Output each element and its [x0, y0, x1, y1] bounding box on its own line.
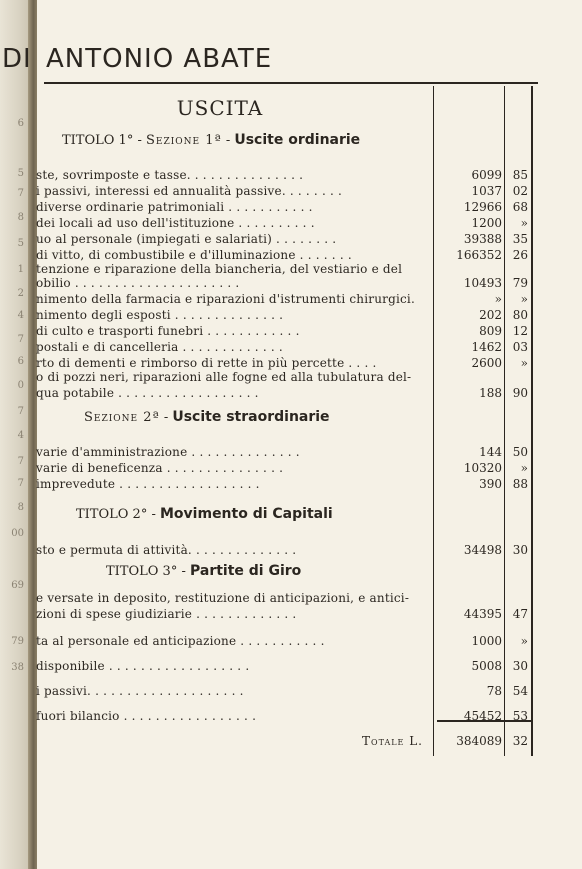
margin-number: 6 — [17, 356, 24, 367]
ledger-row-text: i passivi, interessi ed annualità passive. . . . . . . . — [36, 184, 343, 198]
ledger-row-cents: » — [520, 634, 528, 648]
ledger-row-cents: 03 — [512, 340, 528, 354]
section-title-3: TITOLO 2° - Movimento di Capitali — [76, 506, 333, 522]
binding-fold — [28, 0, 37, 869]
margin-number: 0 — [17, 380, 24, 391]
ledger-row-text: imprevedute . . . . . . . . . . . . . . . . . . — [36, 477, 260, 491]
margin-number: 8 — [17, 502, 24, 513]
ledger-row-text: i passivi. . . . . . . . . . . . . . . . . . . . — [36, 684, 244, 698]
ledger-row-text: zioni di spese giudiziarie . . . . . . . . . . . . . — [36, 607, 297, 621]
margin-number: 5 — [17, 238, 24, 249]
ledger-row-cents: 80 — [512, 308, 528, 322]
ledger-row-amount: 39388 — [463, 232, 502, 246]
margin-number: 4 — [17, 310, 24, 321]
ledger-row-amount: 10493 — [463, 276, 502, 290]
ledger-row-amount: 1462 — [471, 340, 502, 354]
ledger-row-text: o di pozzi neri, riparazioni alle fogne ed alla tubulatura del- — [36, 370, 412, 384]
ledger-row-cents: 47 — [512, 607, 528, 621]
ledger-row-cents: 54 — [512, 684, 528, 698]
margin-number: 00 — [11, 528, 24, 539]
ledger-row-text: e versate in deposito, restituzione di anticipazioni, e antici- — [36, 591, 410, 605]
ledger-row-cents: 02 — [512, 184, 528, 198]
ledger-row-amount: 45452 — [463, 709, 502, 723]
ledger-row-amount: 144 — [479, 445, 502, 459]
header-rule — [44, 82, 538, 84]
ledger-row-amount: 809 — [479, 324, 502, 338]
header-fragment: DI — [2, 44, 32, 74]
ledger-row-cents: 35 — [512, 232, 528, 246]
margin-number: 69 — [11, 580, 24, 591]
ledger-row-text: tenzione e riparazione della biancheria, del vestiario e del — [36, 262, 403, 276]
ledger-row-cents: 79 — [512, 276, 528, 290]
ledger-row-amount: 10320 — [463, 461, 502, 475]
ledger-row-cents: 85 — [512, 168, 528, 182]
margin-number: 5 — [17, 168, 24, 179]
ledger-row-text: rto di dementi e rimborso di rette in più percette . . . . — [36, 356, 377, 370]
ledger-row-text: di culto e trasporti funebri . . . . . . . . . . . . — [36, 324, 300, 338]
ledger-row-cents: 53 — [512, 709, 528, 723]
margin-number: 7 — [17, 188, 24, 199]
ledger-row-cents: 90 — [512, 386, 528, 400]
section-title-2: Sezione 2ª - Uscite straordinarie — [84, 409, 330, 425]
ledger-row-amount: 44395 — [463, 607, 502, 621]
total-amount: 384089 — [456, 734, 502, 748]
ledger-row-text: obilio . . . . . . . . . . . . . . . . . . . . . — [36, 276, 240, 290]
ledger-row-text: uo al personale (impiegati e salariati) . . . . . . . . — [36, 232, 337, 246]
margin-number: 1 — [17, 264, 24, 275]
ledger-row-text: ta al personale ed anticipazione . . . . . . . . . . . — [36, 634, 325, 648]
ledger-row-cents: » — [520, 216, 528, 230]
ledger-row-amount: 390 — [479, 477, 502, 491]
section-heading: USCITA — [176, 96, 264, 120]
ledger-row-text: nimento della farmacia e riparazioni d'istrumenti chirurgici. — [36, 292, 415, 306]
ledger-row-amount: 202 — [479, 308, 502, 322]
ledger-row-text: diverse ordinarie patrimoniali . . . . . . . . . . . — [36, 200, 313, 214]
ledger-row-text: ste, sovrimposte e tasse. . . . . . . . . . . . . . . — [36, 168, 304, 182]
ledger-row-cents: » — [520, 356, 528, 370]
column-rule-1 — [433, 86, 434, 756]
ledger-row-text: varie d'amministrazione . . . . . . . . . . . . . . — [36, 445, 300, 459]
ledger-row-cents: » — [520, 461, 528, 475]
total-label: Totale L. — [362, 734, 423, 748]
ledger-row-amount: » — [494, 292, 502, 306]
ledger-row-amount: 34498 — [463, 543, 502, 557]
margin-number: 38 — [11, 662, 24, 673]
margin-number: 8 — [17, 212, 24, 223]
margin-number: 79 — [11, 636, 24, 647]
ledger-row-text: nimento degli esposti . . . . . . . . . . . . . . — [36, 308, 284, 322]
margin-number: 7 — [17, 478, 24, 489]
ledger-row-amount: 78 — [486, 684, 502, 698]
ledger-row-cents: 68 — [512, 200, 528, 214]
total-cents: 32 — [512, 734, 528, 748]
ledger-row-cents: 50 — [512, 445, 528, 459]
header-title: ANTONIO ABATE — [46, 44, 273, 74]
ledger-row-amount: 188 — [479, 386, 502, 400]
ledger-row-amount: 1037 — [471, 184, 502, 198]
margin-number: 7 — [17, 406, 24, 417]
column-rule-3 — [531, 86, 533, 756]
ledger-row-amount: 6099 — [471, 168, 502, 182]
ledger-row-cents: 30 — [512, 659, 528, 673]
ledger-row-amount: 2600 — [471, 356, 502, 370]
ledger-row-cents: 26 — [512, 248, 528, 262]
ledger-row-text: fuori bilancio . . . . . . . . . . . . . . . . . — [36, 709, 257, 723]
column-rule-2 — [504, 86, 505, 756]
margin-number: 7 — [17, 456, 24, 467]
ledger-row-amount: 5008 — [471, 659, 502, 673]
ledger-row-amount: 1200 — [471, 216, 502, 230]
ledger-row-text: dei locali ad uso dell'istituzione . . . . . . . . . . — [36, 216, 315, 230]
ledger-row-amount: 12966 — [463, 200, 502, 214]
ledger-row-text: varie di beneficenza . . . . . . . . . . . . . . . — [36, 461, 284, 475]
ledger-row-amount: 1000 — [471, 634, 502, 648]
margin-number: 2 — [17, 288, 24, 299]
margin-number: 6 — [17, 118, 24, 129]
ledger-row-cents: » — [520, 292, 528, 306]
ledger-row-cents: 30 — [512, 543, 528, 557]
ledger-row-text: sto e permuta di attività. . . . . . . . . . . . . . — [36, 543, 297, 557]
ledger-row-text: postali e di cancelleria . . . . . . . . . . . . . — [36, 340, 283, 354]
margin-number: 4 — [17, 430, 24, 441]
ledger-row-text: qua potabile . . . . . . . . . . . . . . . . . . — [36, 386, 259, 400]
ledger-row-text: di vitto, di combustibile e d'illuminazione . . . . . . . — [36, 248, 352, 262]
ledger-row-cents: 88 — [512, 477, 528, 491]
ledger-row-text: disponibile . . . . . . . . . . . . . . . . . . — [36, 659, 250, 673]
ledger-row-cents: 12 — [512, 324, 528, 338]
ledger-row-amount: 166352 — [456, 248, 502, 262]
margin-number: 7 — [17, 334, 24, 345]
section-title-1: TITOLO 1° - Sezione 1ª - Uscite ordinarie — [62, 132, 361, 148]
section-title-4: TITOLO 3° - Partite di Giro — [106, 563, 302, 579]
